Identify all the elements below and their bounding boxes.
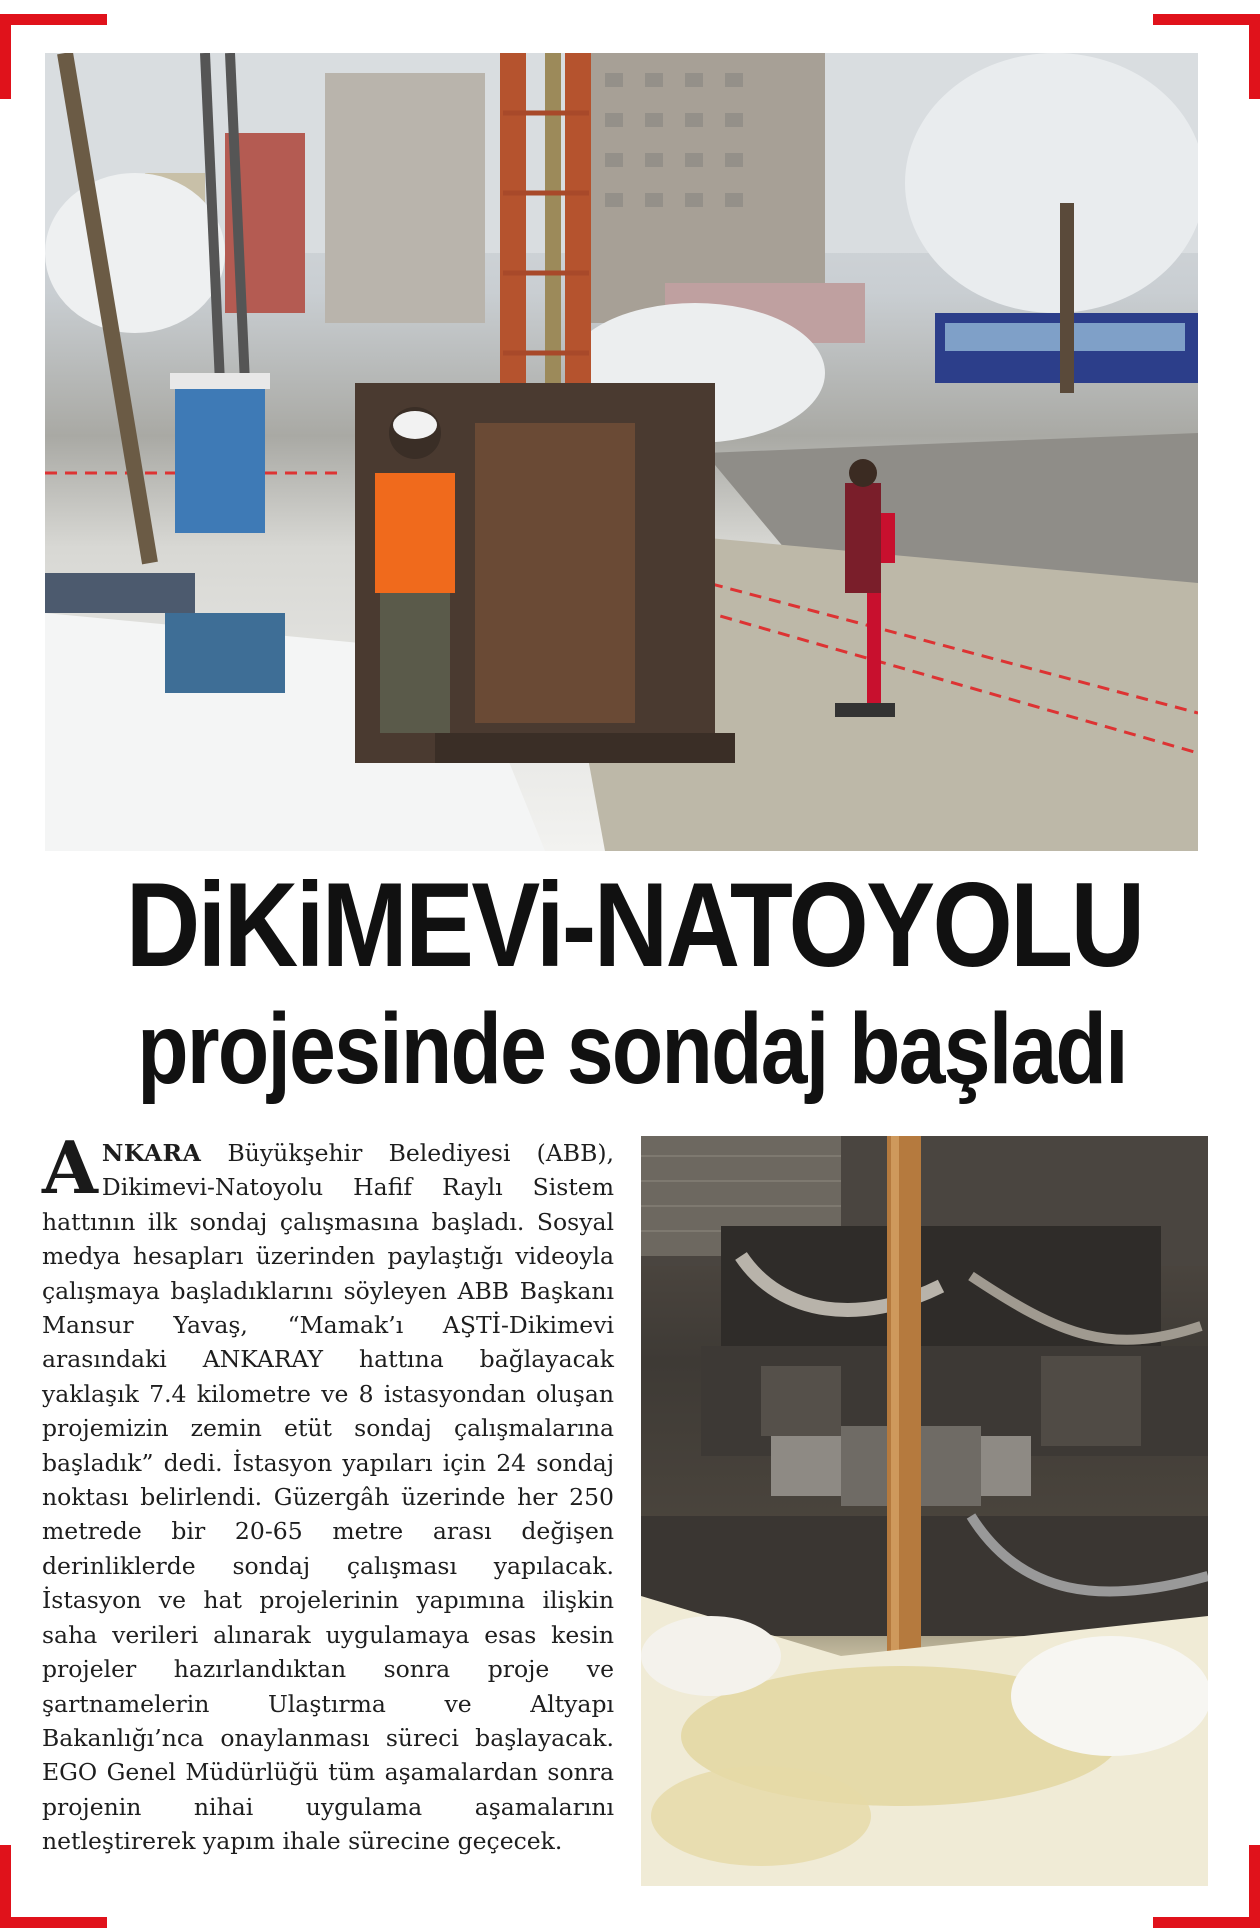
drilling-site-illustration — [45, 53, 1198, 851]
article-lead-in: NKARA — [101, 1139, 202, 1167]
article-body — [42, 1125, 614, 1859]
drill-closeup-illustration — [641, 1136, 1208, 1886]
headline-line-2: projesinde sondaj başladı — [137, 993, 1127, 1105]
article-text: Büyükşehir Belediyesi (ABB), Dikimevi-Natoyolu Hafif Raylı Sistem hattının ilk sondaj çalışmasına başladı. Sosyal medya hesapları üzerinden paylaştığı videoyla çalışmaya başladıklarını söyleyen ABB Başkanı Mansur Yavaş, “Mamak’ı AŞTİ-Dikimevi arasındaki ANKARAY hattına bağlayacak yaklaşık 7.4 kilometre ve 8 istasyondan oluşan projemizin zemin etüt sondaj çalışmalarına başladık” dedi. İstasyon yapıları için 24 sondaj noktası belirlendi. Güzergâh üzerinde her 250 metrede bir 20-65 metre arası değişen derinliklerde sondaj çalışması yapılacak. İstasyon ve hat projelerinin yapımına ilişkin saha verileri alınarak uygulamaya esas kesin projeler hazırlandıktan sonra proje ve şartnamelerin Ulaştırma ve Altyapı Bakanlığı’nca onaylanması süreci başlayacak. EGO Genel Müdürlüğü tüm aşamalardan sonra projenin nihai uygulama aşamalarını netleştirerek yapım ihale sürecine geçecek. — [42, 1139, 614, 1856]
drill-pipe-closeup-photo — [641, 1136, 1208, 1886]
drilling-site-photo — [45, 53, 1198, 851]
drop-cap: A — [42, 1125, 98, 1210]
headline-line-1: DiKiMEVi-NATOYOLU — [125, 858, 1143, 992]
